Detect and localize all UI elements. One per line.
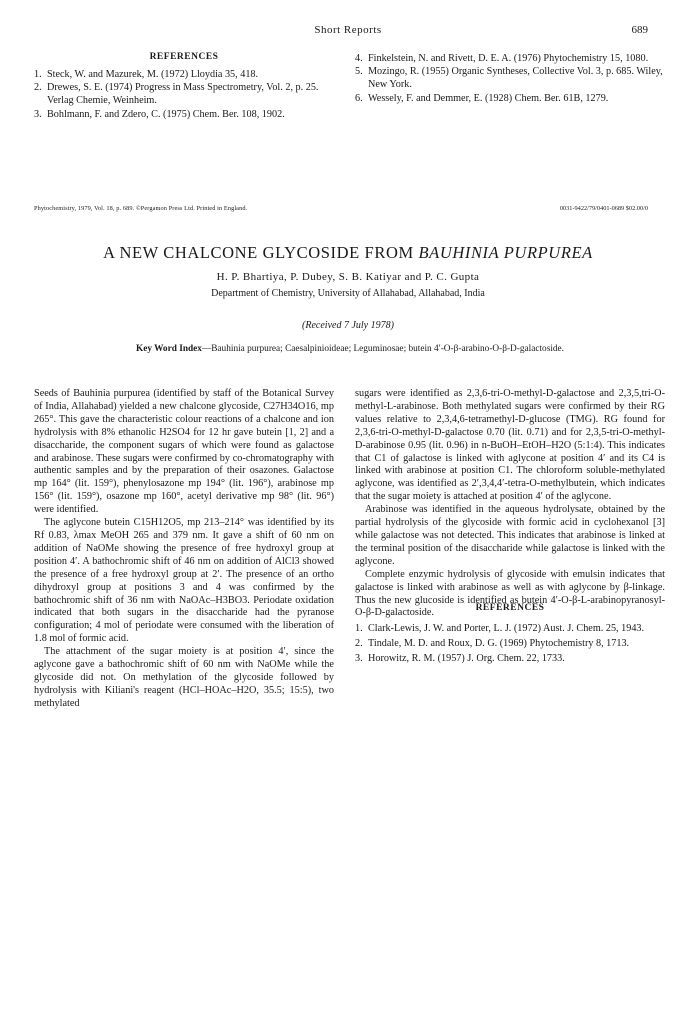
body-paragraph: Complete enzymic hydrolysis of glycoside with emulsin indicates that galactose is linked with arabinose as well as with aglycone by β-linkage. Thus the new glucoside is identified as butein 4′-O-β-L-arabinopyranosyl-O-β-D-galactoside. bbox=[355, 568, 665, 619]
article-title bbox=[0, 243, 696, 263]
reference-number: 1. bbox=[355, 623, 363, 634]
body-paragraph: The aglycone butein C15H12O5, mp 213–214° was identified by its Rf 0.83, λmax MeOH 265 and 379 nm. It gave a shift of 60 nm on addition of NaOMe showing the presence of free hydroxyl group at position 4′. A bathochromic shift of 46 nm on addition of AlCl3 showed the presence of a free hydroxyl group at 2′. The presence of an ortho dihydroxyl group at positions 3 and 4 was confirmed by the bathochromic shift of 36 nm with NaOAc–H3BO3. Periodate oxidation indicated that both sugars in the disaccharide had the pyranose configuration; 4 mol of periodate were consumed with the liberation of 1.8 mol of formic acid. bbox=[34, 517, 334, 645]
reference-text: Horowitz, R. M. (1957) J. Org. Chem. 22, 1733. bbox=[368, 653, 565, 665]
running-title: Short Reports bbox=[314, 24, 382, 36]
body-paragraph: The attachment of the sugar moiety is at position 4′, since the aglycone gave a bathochromic shift of 60 nm with NaOMe while the glycoside did not. On methylation of the glycoside followed by hydrolysis with Kiliani's reagent (HCl–HOAc–H2O, 35.5; 15:5), two methylated bbox=[34, 646, 334, 709]
reference-item bbox=[355, 65, 665, 91]
article-title-species: BAUHINIA PURPUREA bbox=[418, 243, 593, 262]
reference-text: Mozingo, R. (1955) Organic Syntheses, Collective Vol. 3, p. 685. Wiley, New York. bbox=[368, 66, 663, 91]
keyword-label: Key Word Index bbox=[135, 344, 202, 354]
page-number: 689 bbox=[631, 24, 648, 36]
reference-text: Wessely, F. and Demmer, E. (1928) Chem. Ber. 61B, 1279. bbox=[368, 92, 609, 104]
top-references-left bbox=[34, 52, 334, 121]
reference-text: Finkelstein, N. and Rivett, D. E. A. (1976) Phytochemistry 15, 1080. bbox=[368, 53, 649, 64]
body-paragraph: sugars were identified as 2,3,6-tri-O-methyl-D-galactose and 2,3,5,tri-O-methyl-L-arabinose. Both methylated sugars were confirmed by their RG values relative to 2,3,4,6-tetramethyl-D-glucose (TMG). RG found for 2,3,6-tri-O-methyl-D-galactose 0.70 (lit. 0.71) and for 2,3,5-tri-O-methyl-D-arabinose 0.95 (lit. 0.96) in n-BuOH–EtOH–H2O (5:1:4). This indicates that C1 of galactose is linked with aglycone at position 4′ and its C4 is linked with arabinose at position C1. The chloroform soluble-methylated aglycone, was identified as 2′,3,4,4′-tetra-O-methylbutein, which indicates that the sugar moiety is attached at position 4′ of the aglycone. bbox=[355, 388, 665, 503]
reference-item bbox=[34, 108, 334, 121]
reference-number: 1. bbox=[34, 69, 42, 80]
reference-number: 2. bbox=[355, 638, 363, 650]
references-heading: REFERENCES bbox=[149, 52, 219, 62]
reference-text: Clark-Lewis, J. W. and Porter, L. J. (1972) Aust. J. Chem. 25, 1943. bbox=[368, 623, 645, 634]
reference-text: Steck, W. and Mazurek, M. (1972) Lloydia 35, 418. bbox=[47, 69, 259, 80]
reference-number: 6. bbox=[355, 92, 363, 104]
reference-number: 5. bbox=[355, 66, 363, 78]
reference-list bbox=[355, 52, 665, 105]
reference-text: Tindale, M. D. and Roux, D. G. (1969) Phytochemistry 8, 1713. bbox=[368, 638, 630, 650]
reference-item bbox=[355, 92, 665, 105]
reference-item bbox=[355, 52, 665, 65]
reference-list bbox=[355, 622, 665, 666]
reference-item bbox=[34, 81, 334, 107]
reference-item bbox=[355, 622, 665, 635]
body-column-left bbox=[34, 388, 334, 711]
bottom-references bbox=[355, 622, 665, 666]
body-column-right bbox=[355, 388, 665, 620]
journal-citation-line: Phytochemistry, 1979, Vol. 18, p. 689. ©Pergamon Press Ltd. Printed in England. bbox=[34, 205, 248, 212]
references-heading: REFERENCES bbox=[475, 603, 545, 613]
reference-item bbox=[355, 637, 665, 650]
reference-number: 4. bbox=[355, 53, 363, 64]
affiliation: Department of Chemistry, University of Allahabad, Allahabad, India bbox=[211, 288, 485, 299]
issn-line: 0031-9422/79/0401-0689 $02.00/0 bbox=[559, 205, 648, 212]
reference-list bbox=[34, 68, 334, 121]
reference-item bbox=[355, 652, 665, 665]
reference-text: Drewes, S. E. (1974) Progress in Mass Spectrometry, Vol. 2, p. 25. Verlag Chemie, Weinheim. bbox=[47, 82, 319, 107]
keyword-index bbox=[34, 344, 666, 354]
top-references-right bbox=[355, 34, 665, 105]
reference-item bbox=[34, 68, 334, 81]
article-title-main: A NEW CHALCONE GLYCOSIDE FROM bbox=[103, 243, 419, 262]
authors: H. P. Bhartiya, P. Dubey, S. B. Katiyar and P. C. Gupta bbox=[216, 271, 480, 283]
reference-number: 2. bbox=[34, 82, 42, 94]
body-paragraph: Seeds of Bauhinia purpurea (identified by staff of the Botanical Survey of India, Allahabad) yielded a new chalcone glycoside, C27H34O16, mp 265°. This gave the characteristic colour reactions of a chalcone and ion hydrolysis with 8% ethanolic H2SO4 for 12 hr gave butein [1, 2] and a disaccharide, the component sugars of which were found as galactose and arabinose. These sugars were confirmed by co-chromatography with authentic samples and by the preparation of their osazones. Galactose mp 164° (lit. 159°), phenylosazone mp 194° (lit. 196°), arabinose mp 156° (lit. 159°), osazone mp 160°, acetyl derivative mp 98° (lit. 96°) were identified. bbox=[34, 388, 334, 516]
received-date: (Received 7 July 1978) bbox=[302, 320, 394, 331]
reference-text: Bohlmann, F. and Zdero, C. (1975) Chem. Ber. 108, 1902. bbox=[47, 108, 285, 120]
body-paragraph: Arabinose was identified in the aqueous hydrolysate, obtained by the partial hydrolysis of the glycoside with formic acid in cyclohexanol [3] while galactose was not detected. This indicates that arabinose is linked at the terminal position of the disaccharide while galactose is linked with the aglycone. bbox=[355, 504, 665, 567]
reference-number: 3. bbox=[34, 108, 42, 120]
keyword-text: —Bauhinia purpurea; Caesalpinioideae; Leguminosae; butein 4′-O-β-arabino-O-β-D-galactoside. bbox=[201, 344, 565, 354]
reference-number: 3. bbox=[355, 653, 363, 665]
